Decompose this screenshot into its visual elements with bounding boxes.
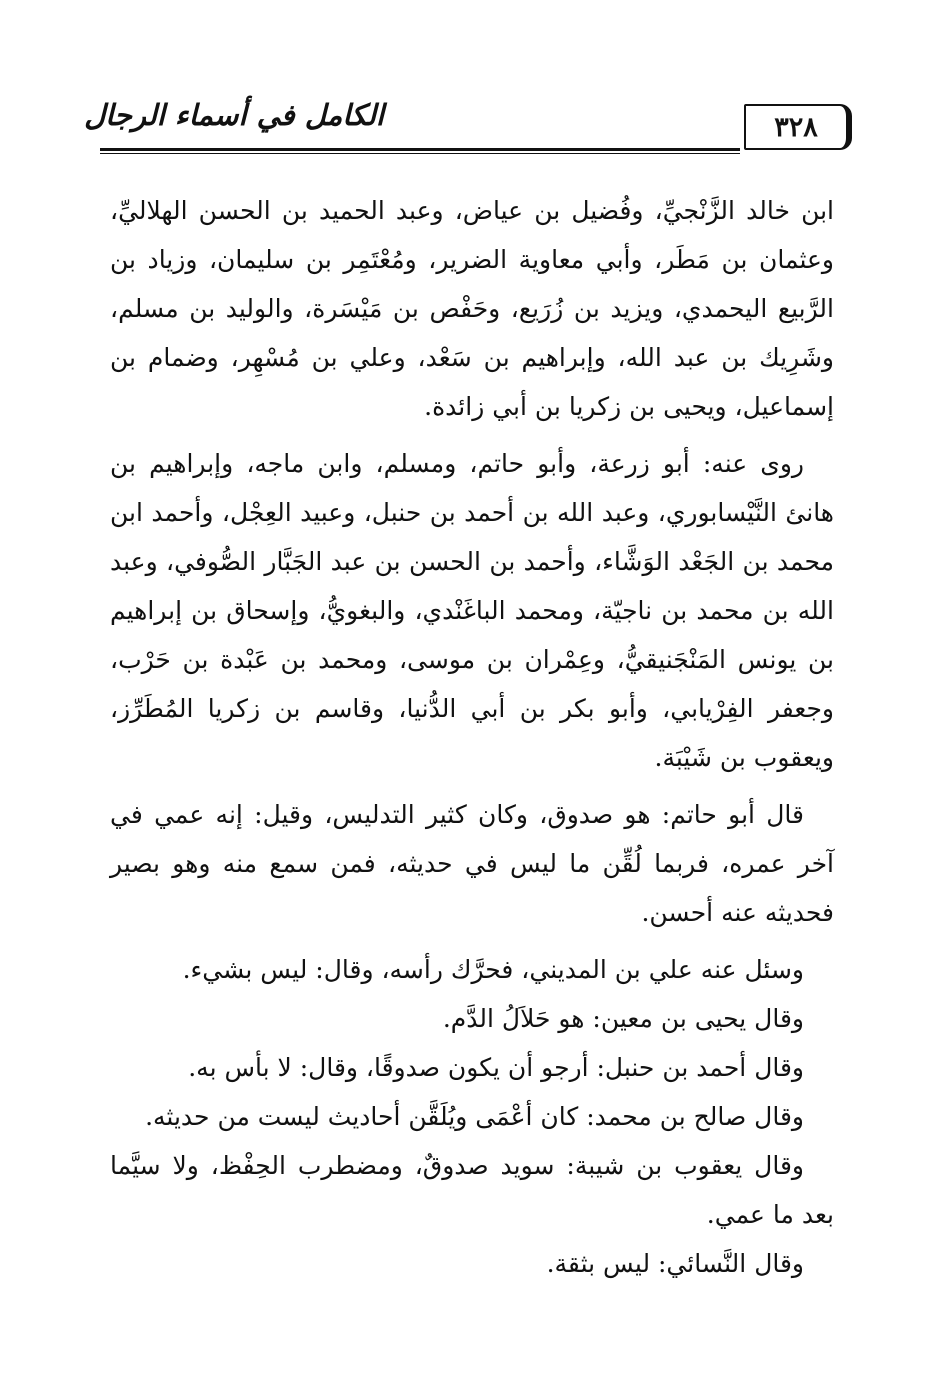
paragraph-teachers: ابن خالد الزَّنْجيِّ، وفُضيل بن عياض، وعبد الحميد بن الحسن الهلاليِّ، وعثمان بن مَطَر، وأبي معاوية الضرير، ومُعْتَمِر بن سليمان، وزياد بن الرَّبيع اليحمدي، ويزيد بن زُرَيع، وحَفْص بن مَيْسَرة، والوليد بن مسلم، وشَرِيك بن عبد الله، وإبراهيم بن سَعْد، وعلي بن مُسْهِر، وضمام بن إسماعيل، ويحيى بن زكريا بن أبي زائدة. [110,196,834,421]
page-number: ٣٢٨ [744,104,852,150]
page-header [84,98,852,156]
paragraph-salih: وقال صالح بن محمد: كان أعْمَى ويُلَقَّن أحاديث ليست من حديثه. [145,1102,804,1131]
paragraph-ibn-al-madini: وسئل عنه علي بن المديني، فحرَّك رأسه، وقال: ليس بشيء. [182,955,804,984]
body-text [110,186,834,1288]
book-title: الكامل في أسماء الرجال [84,98,384,132]
header-rule [100,148,740,151]
header-rule-thin [100,153,740,154]
paragraph-narrators: روى عنه: أبو زرعة، وأبو حاتم، ومسلم، وابن ماجه، وإبراهيم بن هانئ النَّيْسابوري، وعبد الله بن أحمد بن حنبل، وعبيد العِجْل، وأحمد ابن محمد بن الجَعْد الوَشَّاء، وأحمد بن الحسن بن عبد الجَبَّار الصُّوفي، وعبد الله بن محمد بن ناجيّة، ومحمد الباغَنْدي، والبغويُّ، وإسحاق بن إبراهيم بن يونس المَنْجَنيقيُّ، وعِمْران بن موسى، ومحمد بن عَبْدة بن حَرْب، وجعفر الفِرْيابي، وأبو بكر بن أبي الدُّنيا، وقاسم بن زكريا المُطَرِّز، ويعقوب بن شَيْبَة. [110,449,834,772]
paragraph-ahmad: وقال أحمد بن حنبل: أرجو أن يكون صدوقًا، وقال: لا بأس به. [188,1053,804,1082]
paragraph-yaqub: وقال يعقوب بن شيبة: سويد صدوقٌ، ومضطرب الحِفْظ، ولا سيَّما بعد ما عمي. [110,1151,834,1229]
paragraph-abu-hatim: قال أبو حاتم: هو صدوق، وكان كثير التدليس، وقيل: إنه عمي في آخر عمره، فربما لُقِّن ما ليس في حديثه، فمن سمع منه وهو بصير فحديثه عنه أحسن. [110,800,834,927]
paragraph-ibn-maeen: وقال يحيى بن معين: هو حَلاَلُ الدَّم. [442,1004,804,1033]
paragraph-nasai: وقال النَّسائي: ليس بثقة. [546,1249,804,1278]
